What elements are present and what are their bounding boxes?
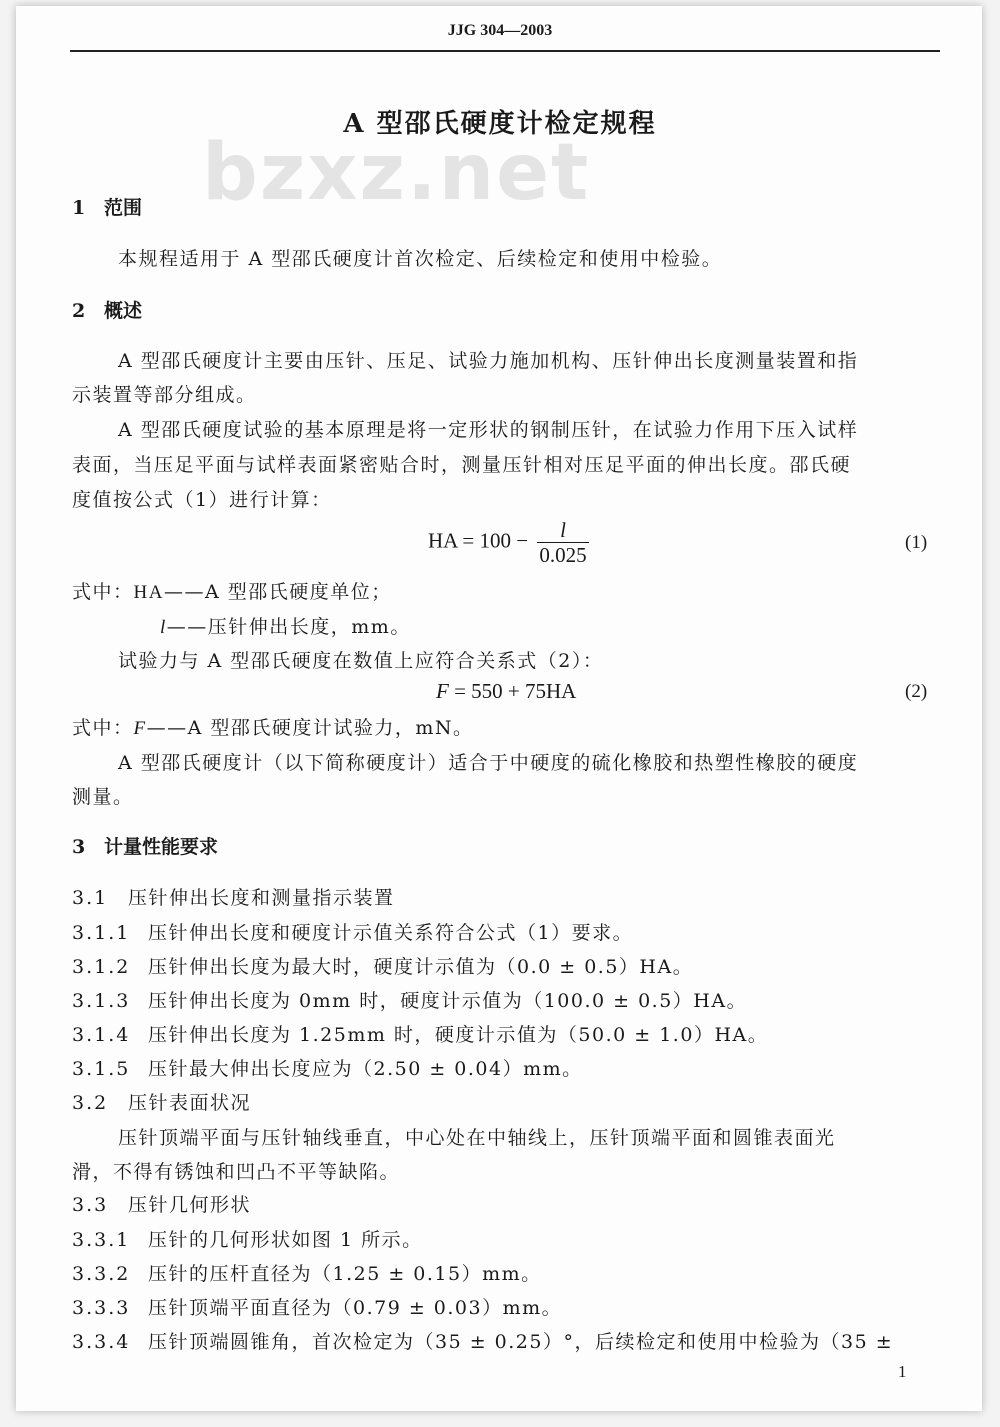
watermark: bzxz.net bbox=[202, 128, 591, 218]
where-label: 式中： bbox=[72, 717, 134, 739]
section-title: 范围 bbox=[104, 197, 143, 219]
symbol-description: ——A 型邵氏硬度单位； bbox=[163, 581, 392, 603]
clause-number: 3.3.4 bbox=[72, 1331, 131, 1353]
section-3-heading bbox=[72, 832, 218, 859]
clause-text: 压针几何形状 bbox=[128, 1194, 252, 1216]
clause-text: 压针伸出长度和硬度计示值关系符合公式（1）要求。 bbox=[148, 922, 634, 944]
paragraph-line: A 型邵氏硬度计（以下简称硬度计）适合于中硬度的硫化橡胶和热塑性橡胶的硬度 bbox=[118, 752, 859, 774]
equation-1 bbox=[428, 518, 589, 567]
paragraph-line: 表面，当压足平面与试样表面紧密贴合时，测量压针相对压足平面的伸出长度。邵氏硬 bbox=[72, 454, 852, 476]
equation-number: (2) bbox=[905, 681, 928, 702]
paragraph-line: 测量。 bbox=[72, 786, 134, 808]
equation-rhs: = 550 + 75HA bbox=[448, 679, 577, 703]
symbol-definition bbox=[160, 612, 411, 639]
equation-symbol: F bbox=[436, 679, 449, 703]
clause-3-3 bbox=[72, 1190, 251, 1217]
clause-number: 3.1.1 bbox=[72, 922, 131, 944]
clause-3-3-2 bbox=[72, 1259, 542, 1286]
clause-3-3-1 bbox=[72, 1225, 423, 1252]
clause-text: 压针伸出长度为 1.25mm 时，硬度计示值为（50.0 ± 1.0）HA。 bbox=[148, 1024, 769, 1046]
clause-3-2 bbox=[72, 1088, 251, 1115]
clause-number: 3.1.2 bbox=[72, 956, 131, 978]
clause-number: 3.3 bbox=[72, 1194, 109, 1216]
clause-number: 3.1 bbox=[72, 887, 109, 909]
clause-3-1-3 bbox=[72, 986, 747, 1013]
clause-3-1 bbox=[72, 883, 395, 910]
paragraph-line: 滑，不得有锈蚀和凹凸不平等缺陷。 bbox=[72, 1161, 401, 1183]
fraction bbox=[537, 518, 588, 567]
symbol: F bbox=[133, 718, 147, 739]
clause-3-3-3 bbox=[72, 1293, 562, 1320]
clause-3-1-4 bbox=[72, 1020, 768, 1047]
symbol: l bbox=[160, 617, 167, 638]
clause-number: 3.3.2 bbox=[72, 1263, 131, 1285]
clause-3-1-2 bbox=[72, 952, 693, 979]
fraction-numerator: l bbox=[537, 518, 588, 543]
section-number: 3 bbox=[72, 836, 86, 858]
paragraph-line: 试验力与 A 型邵氏硬度在数值上应符合关系式（2）： bbox=[118, 650, 604, 672]
clause-text: 压针伸出长度和测量指示装置 bbox=[128, 887, 395, 909]
paragraph-line: 压针顶端平面与压针轴线垂直，中心处在中轴线上，压针顶端平面和圆锥表面光 bbox=[118, 1127, 836, 1149]
clause-number: 3.1.4 bbox=[72, 1024, 131, 1046]
document-title: A 型邵氏硬度计检定规程 bbox=[343, 109, 657, 139]
equation-number: (1) bbox=[905, 532, 928, 553]
paragraph: 本规程适用于 A 型邵氏硬度计首次检定、后续检定和使用中检验。 bbox=[118, 248, 723, 270]
paragraph-line: 示装置等部分组成。 bbox=[72, 384, 257, 406]
paragraph-line: A 型邵氏硬度试验的基本原理是将一定形状的钢制压针，在试验力作用下压入试样 bbox=[118, 419, 859, 441]
section-number: 1 bbox=[72, 197, 86, 219]
section-title: 计量性能要求 bbox=[104, 836, 219, 858]
symbol-definition bbox=[72, 713, 474, 740]
standard-code: JJG 304—2003 bbox=[447, 22, 553, 39]
clause-number: 3.3.3 bbox=[72, 1297, 131, 1319]
section-1-heading bbox=[72, 193, 142, 220]
clause-text: 压针顶端圆锥角，首次检定为（35 ± 0.25）°，后续检定和使用中检验为（35 ± bbox=[148, 1331, 894, 1353]
clause-number: 3.3.1 bbox=[72, 1229, 131, 1251]
symbol: HA bbox=[133, 582, 164, 603]
section-2-heading bbox=[72, 296, 142, 323]
clause-text: 压针伸出长度为 0mm 时，硬度计示值为（100.0 ± 0.5）HA。 bbox=[148, 990, 748, 1012]
equation-2 bbox=[436, 679, 576, 704]
clause-text: 压针表面状况 bbox=[128, 1092, 252, 1114]
fraction-denominator: 0.025 bbox=[539, 543, 587, 567]
clause-3-3-4 bbox=[72, 1327, 893, 1354]
paragraph-line: A 型邵氏硬度计主要由压针、压足、试验力施加机构、压针伸出长度测量装置和指 bbox=[118, 350, 859, 372]
clause-number: 3.2 bbox=[72, 1092, 109, 1114]
clause-text: 压针最大伸出长度应为（2.50 ± 0.04）mm。 bbox=[148, 1058, 583, 1080]
clause-3-1-1 bbox=[72, 918, 633, 945]
clause-text: 压针的几何形状如图 1 所示。 bbox=[148, 1229, 423, 1251]
symbol-description: ——压针伸出长度，mm。 bbox=[166, 616, 411, 638]
clause-text: 压针顶端平面直径为（0.79 ± 0.03）mm。 bbox=[148, 1297, 563, 1319]
paragraph-line: 度值按公式（1）进行计算： bbox=[72, 489, 332, 511]
header-rule bbox=[70, 50, 940, 52]
clause-text: 压针伸出长度为最大时，硬度计示值为（0.0 ± 0.5）HA。 bbox=[148, 956, 694, 978]
clause-number: 3.1.3 bbox=[72, 990, 131, 1012]
symbol-description: ——A 型邵氏硬度计试验力，mN。 bbox=[146, 717, 474, 739]
clause-3-1-5 bbox=[72, 1054, 583, 1081]
where-label: 式中： bbox=[72, 581, 134, 603]
equation-lhs: HA = 100 − bbox=[428, 528, 529, 553]
symbol-definition bbox=[72, 577, 392, 604]
clause-number: 3.1.5 bbox=[72, 1058, 131, 1080]
clause-text: 压针的压杆直径为（1.25 ± 0.15）mm。 bbox=[148, 1263, 542, 1285]
section-number: 2 bbox=[72, 300, 86, 322]
page-number: 1 bbox=[898, 1362, 907, 1381]
section-title: 概述 bbox=[104, 300, 143, 322]
